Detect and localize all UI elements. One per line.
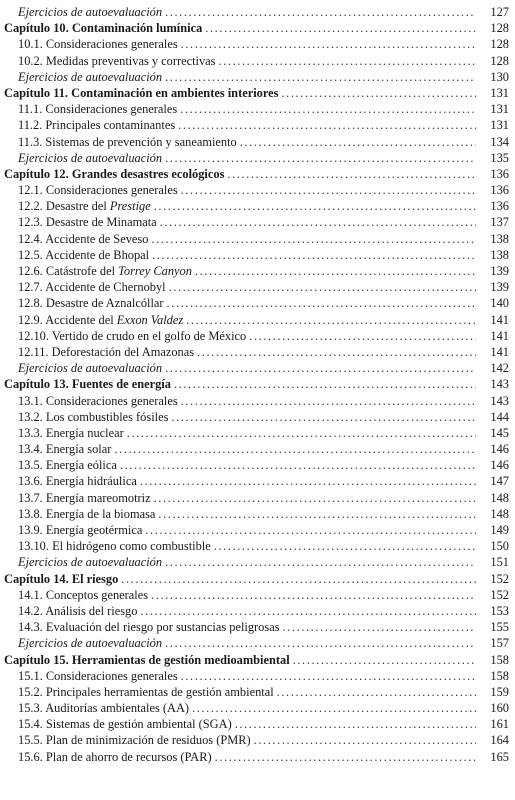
page-number: 134	[490, 134, 509, 149]
dot-leader	[160, 214, 476, 230]
page-number: 146	[490, 458, 509, 473]
toc-section-row	[4, 295, 509, 311]
toc-entry-title	[4, 571, 118, 587]
toc-section-row	[4, 749, 509, 765]
toc-entry-title	[4, 619, 280, 635]
page-number: 136	[490, 166, 509, 181]
dot-leader	[181, 393, 476, 409]
toc-entry-title	[4, 117, 175, 133]
page-number: 128	[490, 21, 509, 36]
dot-leader	[169, 279, 476, 295]
page-number: 149	[490, 523, 509, 537]
page-number: 148	[490, 506, 509, 521]
toc-entry-title-text: 14.1. Conceptos generales	[18, 587, 149, 602]
dot-leader	[283, 619, 476, 635]
dot-leader	[174, 376, 476, 392]
toc-section-row	[4, 279, 509, 295]
toc-entry-title	[4, 198, 151, 214]
toc-entry-title	[4, 360, 162, 376]
page-number: 131	[490, 118, 509, 133]
toc-entry-title-text: 12.7. Accidente de Chernobyl	[18, 280, 166, 295]
toc-entry-title-text: 13.10. El hidrógeno como combustible	[18, 539, 211, 554]
toc-exercise-row	[4, 69, 509, 85]
toc-entry-title-text: 13.1. Consideraciones generales	[18, 393, 178, 408]
toc-section-row	[4, 684, 509, 700]
dot-leader	[249, 328, 476, 344]
page-number: 143	[490, 393, 509, 408]
page-number: 165	[490, 749, 509, 764]
page-number: 144	[490, 409, 509, 424]
page-number: 138	[490, 231, 509, 246]
dot-leader	[181, 668, 476, 684]
toc-section-row	[4, 490, 509, 506]
toc-entry-title-text: 12.6. Catástrofe del	[18, 264, 119, 278]
toc-entry-title-text: Capítulo 11. Contaminación en ambientes interiores	[4, 85, 279, 100]
page-number: 128	[490, 53, 509, 68]
page-number: 152	[490, 587, 509, 602]
toc-entry-title-text: Ejercicios de autoevaluación	[18, 5, 163, 19]
page-number: 145	[490, 425, 509, 440]
toc-section-row	[4, 716, 509, 732]
toc-section-row	[4, 732, 509, 748]
dot-leader	[235, 716, 476, 732]
toc-entry-title-text: Capítulo 15. Herramientas de gestión medioambiental	[4, 652, 290, 667]
toc-entry-title	[4, 36, 178, 52]
dot-leader	[178, 117, 476, 133]
toc-entry-title-text: 12.3. Desastre de Minamata	[18, 215, 157, 230]
toc-entry-title	[4, 425, 124, 441]
dot-leader	[167, 295, 476, 311]
toc-entry-title-text: 14.3. Evaluación del riesgo por sustancias peligrosas	[18, 620, 280, 635]
toc-section-row	[4, 231, 509, 247]
toc-entry-title	[4, 652, 290, 668]
toc-entry-title	[4, 312, 183, 328]
toc-entry-title-text: Capítulo 14. El riesgo	[4, 571, 119, 586]
toc-entry-title-text: 15.3. Auditorías ambientales (AA)	[18, 701, 190, 716]
toc-entry-title-text: 14.2. Análisis del riesgo	[18, 603, 138, 618]
page-number: 141	[490, 328, 509, 343]
toc-chapter-row	[4, 85, 509, 101]
toc-entry-title	[4, 182, 178, 198]
toc-section-row	[4, 700, 509, 716]
dot-leader	[186, 312, 476, 328]
toc-section-row	[4, 603, 509, 619]
dot-leader	[215, 749, 476, 765]
toc-entry-title-text: 15.4. Sistemas de gestión ambiental (SGA)	[18, 717, 232, 732]
toc-entry-title	[4, 473, 137, 489]
page-number: 153	[490, 603, 509, 618]
toc-chapter-row	[4, 571, 509, 587]
dot-leader	[145, 522, 476, 538]
dot-leader	[120, 457, 476, 473]
toc-entry-title-text: 10.2. Medidas preventivas y correctivas	[18, 53, 216, 68]
page-number: 128	[490, 37, 509, 52]
toc-entry-title	[4, 457, 117, 473]
toc-section-row	[4, 538, 509, 554]
toc-entry-title	[4, 441, 111, 457]
toc-entry-title	[4, 506, 155, 522]
toc-entry-title-text: 13.6. Energía hidráulica	[18, 474, 137, 489]
toc-section-row	[4, 668, 509, 684]
toc-section-row	[4, 473, 509, 489]
page-number: 139	[490, 264, 509, 278]
page-number: 136	[490, 199, 509, 214]
toc-entry-title	[4, 134, 237, 150]
toc-section-row	[4, 587, 509, 603]
toc-entry-title-text: Ejercicios de autoevaluación	[18, 361, 163, 376]
page-number: 158	[490, 652, 509, 667]
page-number: 147	[490, 474, 509, 489]
toc-entry-title	[4, 587, 148, 603]
page-number: 141	[490, 312, 509, 327]
dot-leader	[127, 425, 476, 441]
page-number: 152	[490, 571, 509, 586]
toc-entry-title	[4, 603, 137, 619]
dot-leader	[154, 490, 476, 506]
dot-leader	[165, 635, 476, 651]
toc-entry-title-text: Capítulo 13. Fuentes de energía	[4, 377, 171, 392]
dot-leader	[165, 554, 476, 570]
toc-entry-title-text: 13.5. Energía eólica	[18, 458, 117, 473]
page-number: 148	[490, 490, 509, 505]
toc-section-row	[4, 522, 509, 538]
toc-entry-title-text: 13.9. Energía geotérmica	[18, 523, 143, 537]
page-number: 137	[490, 215, 509, 230]
dot-leader	[140, 473, 476, 489]
toc-section-row	[4, 214, 509, 230]
toc-entry-title	[4, 328, 246, 344]
toc-entry-title	[4, 69, 162, 85]
toc-entry-title	[4, 490, 151, 506]
toc-entry-title-text: 13.4. Energía solar	[18, 442, 112, 457]
toc-entry-title-text: 12.4. Accidente de Seveso	[18, 231, 149, 246]
toc-entry-title	[4, 166, 224, 182]
toc-entry-title-text: Ejercicios de autoevaluación	[18, 555, 163, 570]
toc-entry-title	[4, 85, 278, 101]
toc-entry-title-text: 13.8. Energía de la biomasa	[18, 506, 156, 521]
toc-entry-title	[4, 554, 162, 570]
toc-chapter-row	[4, 652, 509, 668]
page-number: 131	[490, 102, 509, 117]
toc-section-row	[4, 134, 509, 150]
dot-leader	[165, 150, 476, 166]
toc-section-row	[4, 36, 509, 52]
toc-entry-title-text: 12.2. Desastre del	[18, 199, 110, 214]
toc-entry-title-text: 15.1. Consideraciones generales	[18, 668, 178, 683]
page-number: 151	[490, 555, 509, 570]
page-number: 164	[490, 733, 509, 748]
page-number: 155	[490, 620, 509, 635]
dot-leader	[151, 587, 476, 603]
toc-chapter-row	[4, 166, 509, 182]
toc-section-row	[4, 409, 509, 425]
toc-entry-title	[4, 749, 212, 765]
toc-entry-title	[4, 732, 251, 748]
toc-entry-title	[4, 684, 274, 700]
dot-leader	[240, 134, 476, 150]
page-number: 159	[490, 684, 509, 699]
toc-entry-title-text: Ejercicios de autoevaluación	[18, 69, 163, 84]
dot-leader	[192, 700, 476, 716]
toc-entry-title	[4, 150, 162, 166]
dot-leader	[165, 360, 476, 376]
toc-chapter-row	[4, 20, 509, 36]
toc-entry-title-text: 12.5. Accidente de Bhopal	[18, 247, 150, 262]
page-number: 131	[490, 85, 509, 100]
toc-entry-title-text: 11.1. Consideraciones generales	[18, 102, 178, 117]
toc-entry-title	[4, 214, 157, 230]
toc-section-row	[4, 393, 509, 409]
dot-leader	[165, 4, 476, 20]
toc-exercise-row	[4, 635, 509, 651]
toc-entry-title	[4, 376, 171, 392]
toc-entry-title-text: 12.9. Accidente del	[18, 312, 117, 327]
toc-entry-title-text: Ejercicios de autoevaluación	[18, 636, 163, 651]
page-number: 138	[490, 247, 509, 262]
dot-leader	[227, 166, 476, 182]
toc-entry-title-text: 11.3. Sistemas de prevención y saneamiento	[18, 134, 237, 149]
page-number: 136	[490, 183, 509, 198]
dot-leader	[197, 344, 476, 360]
toc-entry-title-text: 13.3. Energía nuclear	[18, 425, 124, 440]
toc-section-row	[4, 263, 509, 279]
toc-entry-title	[4, 635, 162, 651]
toc-entry-title	[4, 538, 211, 554]
toc-entry-title	[4, 344, 194, 360]
toc-entry-title-text: 15.2. Principales herramientas de gestión ambiental	[18, 684, 274, 699]
dot-leader	[281, 85, 476, 101]
dot-leader	[165, 69, 476, 85]
dot-leader	[195, 263, 476, 279]
dot-leader	[205, 20, 476, 36]
page-number: 141	[490, 344, 509, 359]
toc-section-row	[4, 182, 509, 198]
toc-entry-title-italic: Prestige	[109, 199, 151, 214]
page-number: 161	[490, 717, 509, 732]
toc-entry-title	[4, 4, 162, 20]
page-number: 127	[490, 5, 509, 19]
toc-entry-title	[4, 409, 168, 425]
dot-leader	[140, 603, 476, 619]
toc-entry-title-text: 13.7. Energía mareomotriz	[18, 490, 151, 505]
toc-exercise-row	[4, 150, 509, 166]
page-number: 157	[490, 636, 509, 651]
toc-entry-title	[4, 53, 216, 69]
toc-entry-title-italic: Torrey Canyon	[118, 264, 192, 278]
toc-entry-title-text: 12.11. Deforestación del Amazonas	[18, 344, 195, 359]
dot-leader	[214, 538, 476, 554]
toc-exercise-row	[4, 4, 509, 20]
page-number: 150	[490, 539, 509, 554]
dot-leader	[154, 198, 476, 214]
toc-entry-title	[4, 247, 149, 263]
toc-entry-title-text: 13.2. Los combustibles fósiles	[18, 409, 169, 424]
toc-section-row	[4, 619, 509, 635]
toc-section-row	[4, 198, 509, 214]
toc-exercise-row	[4, 360, 509, 376]
page-number: 142	[490, 361, 509, 376]
page-number: 158	[490, 668, 509, 683]
dot-leader	[171, 409, 476, 425]
toc-entry-title-text: 12.1. Consideraciones generales	[18, 183, 178, 198]
dot-leader	[180, 101, 476, 117]
dot-leader	[277, 684, 476, 700]
toc-entry-title	[4, 522, 142, 538]
dot-leader	[158, 506, 476, 522]
toc-section-row	[4, 457, 509, 473]
toc-entry-title-text: 15.5. Plan de minimización de residuos (PMR)	[18, 733, 251, 748]
toc-entry-title	[4, 231, 148, 247]
toc-exercise-row	[4, 554, 509, 570]
dot-leader	[219, 53, 477, 69]
toc-entry-title	[4, 668, 178, 684]
toc-section-row	[4, 101, 509, 117]
toc-section-row	[4, 117, 509, 133]
toc-entry-title-text: 12.8. Desastre de Aznalcóllar	[18, 296, 164, 311]
dot-leader	[293, 652, 476, 668]
page-number: 143	[490, 377, 509, 392]
page-number: 146	[490, 442, 509, 457]
toc-entry-title	[4, 295, 164, 311]
page-number: 135	[490, 150, 509, 165]
toc-entry-title	[4, 263, 192, 279]
toc-entry-title	[4, 393, 178, 409]
toc-section-row	[4, 312, 509, 328]
toc-section-row	[4, 328, 509, 344]
toc-entry-title-text: Ejercicios de autoevaluación	[18, 150, 163, 165]
toc-section-row	[4, 53, 509, 69]
toc-section-row	[4, 344, 509, 360]
dot-leader	[152, 247, 476, 263]
toc-entry-title	[4, 716, 232, 732]
toc-chapter-row	[4, 376, 509, 392]
dot-leader	[181, 36, 476, 52]
toc-section-row	[4, 247, 509, 263]
page-number: 140	[490, 296, 509, 311]
toc-entry-title	[4, 279, 166, 295]
toc-entry-title-text: Capítulo 10. Contaminación lumínica	[4, 21, 203, 36]
toc-entry-title	[4, 101, 177, 117]
toc-section-row	[4, 425, 509, 441]
dot-leader	[181, 182, 476, 198]
dot-leader	[254, 732, 476, 748]
toc-entry-title-text: 10.1. Consideraciones generales	[18, 37, 178, 52]
toc-entry-title	[4, 20, 202, 36]
toc-entry-title-text: Capítulo 12. Grandes desastres ecológicos	[4, 166, 225, 181]
dot-leader	[151, 231, 476, 247]
toc-section-row	[4, 506, 509, 522]
toc-entry-title-text: 15.6. Plan de ahorro de recursos (PAR)	[18, 749, 212, 764]
page-number: 130	[490, 69, 509, 84]
toc-entry-title-text: 12.10. Vertido de crudo en el golfo de México	[18, 328, 247, 343]
page-number: 160	[490, 701, 509, 716]
toc-entry-title-text: 11.2. Principales contaminantes	[18, 118, 176, 133]
toc-entry-title-italic: Exxon Valdez	[116, 312, 184, 327]
toc-entry-title	[4, 700, 189, 716]
page-number: 139	[490, 280, 509, 295]
dot-leader	[114, 441, 476, 457]
toc-section-row	[4, 441, 509, 457]
dot-leader	[121, 571, 476, 587]
